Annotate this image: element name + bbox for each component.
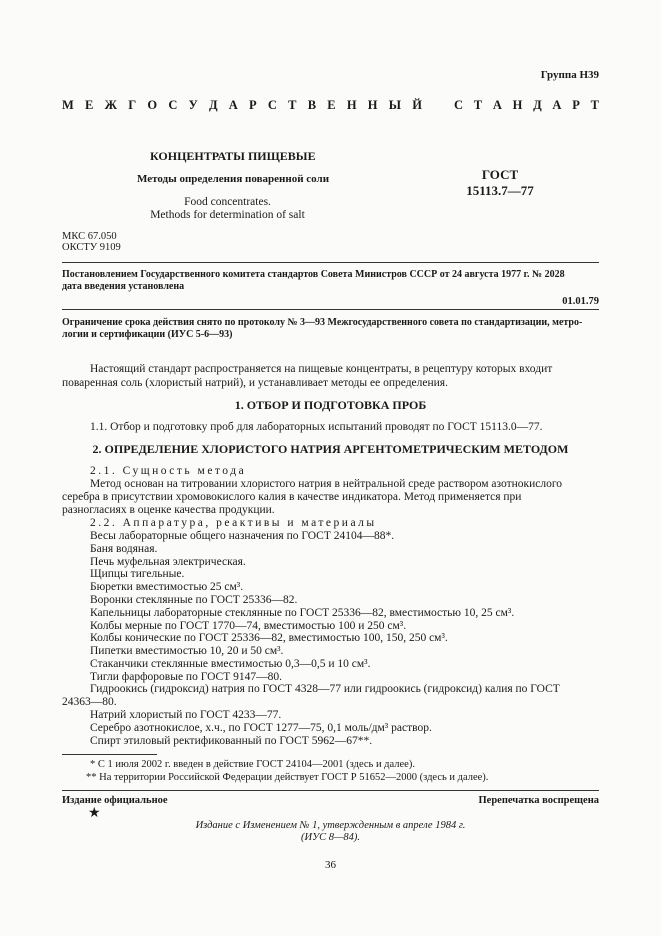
equipment-list-item: Бюретки вместимостью 25 см³.: [90, 581, 244, 594]
gost-label: ГОСТ: [481, 167, 519, 182]
divider-top: [62, 262, 599, 263]
intro-line-2: поваренная соль (хлористый натрий), и устанавливает методы ее определения.: [62, 377, 448, 389]
footnote-rule: [62, 754, 157, 755]
mks-code: МКС 67.050: [62, 231, 117, 242]
equipment-list-item: Баня водяная.: [90, 542, 158, 555]
section-1-heading: 1. ОТБОР И ПОДГОТОВКА ПРОБ: [234, 398, 427, 412]
equipment-list-item: Щипцы тигельные.: [90, 568, 185, 581]
decree-line-2: дата введения установлена: [62, 281, 185, 292]
edition-note-line-2: (ИУС 8—84).: [301, 832, 360, 843]
gost-number: 15113.7—77: [466, 183, 534, 198]
restriction-line-2: логии и сертификации (ИУС 5-6—93): [62, 329, 233, 340]
title-english-1: Food concentrates.: [184, 196, 271, 208]
okstu-code: ОКСТУ 9109: [62, 242, 121, 253]
equipment-list-item: Воронки стеклянные по ГОСТ 25336—82.: [90, 594, 298, 606]
equipment-list-item: Капельницы лабораторные стеклянные по ГОСТ 25336—82, вместимостью 10, 25 см³.: [90, 606, 515, 619]
page-number: 36: [325, 859, 336, 871]
group-code: Группа Н39: [540, 69, 599, 81]
naoh-line-1: Гидроокись (гидроксид) натрия по ГОСТ 4328—77 или гидроокись (гидроксид) калия по ГОСТ: [90, 683, 560, 695]
equipment-list-item: Пипетки вместимостью 10, 20 и 50 см³.: [90, 645, 284, 658]
equipment-list-item: Колбы мерные по ГОСТ 1770—74, вместимостью 100 и 250 см³.: [90, 619, 407, 632]
footnote-2: ** На территории Российской Федерации действует ГОСТ Р 51652—2000 (здесь и далее).: [86, 772, 489, 783]
subsection-2-1-label: 2.1. Сущность метода: [90, 465, 247, 477]
standard-type-text: М Е Ж Г О С У Д А Р С Т В Е Н Н Ы Й С Т А Н Д А Р Т: [62, 98, 599, 112]
document-subtitle: Методы определения поваренной соли: [137, 173, 330, 185]
naoh-line-2: 24363—80.: [62, 696, 117, 708]
equipment-list-item: Весы лабораторные общего назначения по ГОСТ 24104—88*.: [90, 530, 395, 542]
reprint-notice: Перепечатка воспрещена: [478, 795, 599, 806]
equipment-list-item: Печь муфельная электрическая.: [90, 555, 246, 568]
intro-line-1: Настоящий стандарт распространяется на пищевые концентраты, в рецептуру которых входит: [90, 363, 553, 375]
reagent-list-item: Спирт этиловый ректификованный по ГОСТ 5962—67**.: [90, 735, 373, 747]
divider-mid: [62, 309, 599, 310]
official-edition-label: Издание официальное: [62, 795, 168, 806]
equipment-list-item: Колбы конические по ГОСТ 25336—82, вместимостью 100, 150, 250 см³.: [90, 632, 448, 645]
equipment-list-item: Тигли фарфоровые по ГОСТ 9147—80.: [90, 670, 282, 683]
restriction-line-1: Ограничение срока действия снято по протоколу № 3—93 Межгосударственного совета по стандартизации, метро-: [62, 317, 583, 328]
equipment-list-item: Стаканчики стеклянные вместимостью 0,3—0,5 и 10 см³.: [90, 658, 371, 670]
standard-type-heading: [62, 98, 607, 112]
subsection-2-2-label: 2.2. Аппаратура, реактивы и материалы: [90, 517, 377, 529]
subsection-2-1-line-2: серебра в присутствии хромовокислого калия в качестве индикатора. Метод применяется при: [62, 491, 522, 503]
reagent-list-item: Серебро азотнокислое, х.ч., по ГОСТ 1277—75, 0,1 моль/дм³ раствор.: [90, 722, 432, 734]
edition-note-line-1: Издание с Изменением № 1, утвержденным в апреле 1984 г.: [195, 820, 466, 831]
subsection-2-1-line-1: Метод основан на титровании хлористого натрия в нейтральной среде раствором азотнокислого: [90, 478, 563, 490]
decree-line-1: Постановлением Государственного комитета стандартов Совета Министров СССР от 24 августа 1977 г. № 2028: [62, 269, 565, 280]
subsection-2-1-line-3: разногласиях в оценке качества продукции.: [62, 504, 275, 516]
reagent-list-item: Натрий хлористый по ГОСТ 4233—77.: [90, 709, 282, 721]
section-2-heading: 2. ОПРЕДЕЛЕНИЕ ХЛОРИСТОГО НАТРИЯ АРГЕНТОМЕТРИЧЕСКИМ МЕТОДОМ: [92, 442, 569, 456]
effective-date: 01.01.79: [562, 296, 599, 307]
footnote-1: * С 1 июля 2002 г. введен в действие ГОСТ 24104—2001 (здесь и далее).: [90, 759, 415, 770]
title-english-2: Methods for determination of salt: [150, 209, 305, 221]
document-title: КОНЦЕНТРАТЫ ПИЩЕВЫЕ: [150, 149, 316, 163]
section-1-paragraph: 1.1. Отбор и подготовку проб для лабораторных испытаний проводят по ГОСТ 15113.0—77.: [90, 421, 543, 433]
divider-footer: [62, 790, 599, 791]
star-mark: ★: [88, 806, 101, 821]
